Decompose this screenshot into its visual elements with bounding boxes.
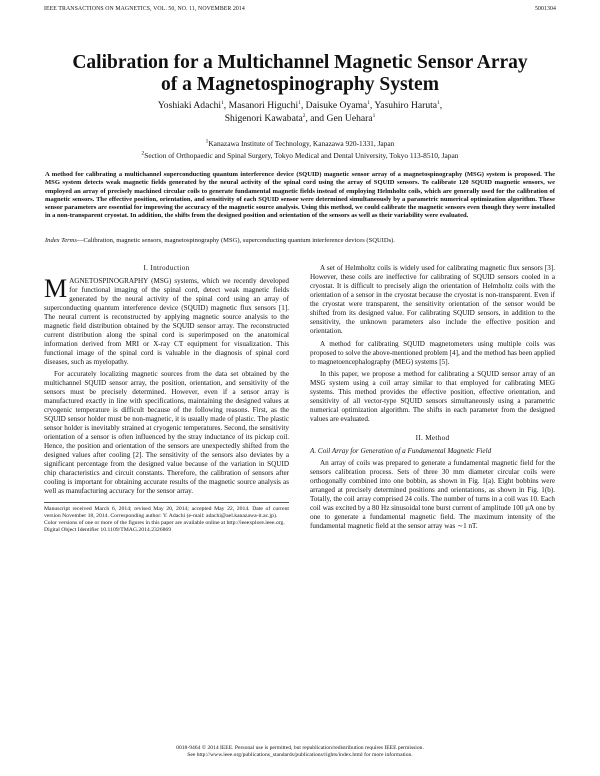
author-name: Gen Uehara (326, 112, 373, 124)
author-name: Masanori Higuchi (228, 100, 299, 111)
author-list: Yoshiaki Adachi$^1$, Masanori Higuchi$^1$, Daisuke Oyama$^1$, Yasuhiro Haruta$^1$, Shigenori Kawabata$^2$, and Gen Uehara$^1$ (157, 99, 443, 124)
author-affiliation-mark: 1 (298, 99, 301, 106)
author-affiliation-mark: 1 (372, 112, 376, 119)
affiliation-1: $^1$Kanazawa Institute of Technology, Kanazawa 920-1331, Japan (205, 138, 395, 148)
author-affiliation-mark: 1 (367, 99, 370, 106)
author-affiliation-mark: 2 (302, 112, 306, 119)
title-line-1: Calibration for a Multichannel Magnetic Sensor Array (72, 52, 528, 73)
index-terms: Index Terms—Calibration, magnetic sensors, magnetospinography (MSG), superconducting quantum interference devices (SQUIDs). (45, 237, 395, 244)
author-name: Yasuhiro Haruta (374, 100, 438, 111)
author-affiliation-mark: 1 (221, 99, 224, 106)
journal-name: IEEE TRANSACTIONS ON MAGNETICS, VOL. 50, NO. 11, NOVEMBER 2014 (44, 6, 245, 12)
author-name: Shigenori Kawabata (224, 112, 303, 124)
method-paragraph-1: An array of coils was prepared to generate a fundamental magnetic field for the sensors calibration process. Sets of three 30 mm diameter circular coils were orthogonally combined into one bobbin, as shown in Fig. 1(a). Eight bobbins were arranged at precisely determined positions and orientations, as shown in Fig. 1(b). Totally, the coil array comprised 24 coils. The number of turns in a coil was 10. Each coil was excited by a 80 Hz sinusoidal tone burst current of amplitude 100 μA one by one to generate a fundamental magnetic field. The maximum intensity of the fundamental magnetic field at the sensor array was ∼1 nT. (310, 459, 555, 530)
intro-paragraph-1: MAGNETOSPINOGRAPHY (MSG) systems, which we recently developed for functional imaging of the spinal cord, detect weak magnetic fields generated by the neural activity of the spinal cord using an array of superconducting quantum interference device (SQUID) magnetic flux sensors [1]. The neural current is reconstructed by applying magnetic source analysis to the magnetic field distribution obtained by the SQUID sensor array. The reconstructed current distribution along the spinal cord is superimposed on the anatomical information derived from MRI or X-ray CT equipment for visualization. This functional image of the spinal cord is valuable in the diagnosis of spinal cord diseases, such as myelopathy. (44, 273, 289, 366)
footnote-manuscript: Manuscript received March 6, 2014; revised May 20, 2014; accepted May 22, 2014. Date of current version November 18, 2014. Corresponding author: Y. Adachi (e-mail: adachi@ael.kanazawa-it.ac.jp). (44, 505, 289, 519)
footnote-doi: Digital Object Identifier 10.1109/TMAG.2014.2326869 (44, 526, 172, 533)
abstract: A method for calibrating a multichannel superconducting quantum interference device (SQUID) magnetic sensor array of a magnetospinography (MSG) system is proposed. The MSG system detects weak magnetic fields generated by the neural activity of the spinal cord using the array of SQUID sensors. To calibrate 120 SQUID magnetic sensors, we employed an array of precisely machined circular coils to generate fundamental magnetic fields instead of employing Helmholtz coils, which are generally used for the calibration of magnetic sensors. The effective position, orientation, and sensitivity of each SQUID sensor were determined simultaneously by a parametric numerical optimization algorithm. These sensor parameters are essential for improving the accuracy of the magnetic source analysis. Using this method, we could calibrate the magnetic sensors even though they were installed in a non-transparent cryostat. In addition, the shifts from the designed position and orientation of the sensors as well as their variability were evaluated. (45, 171, 555, 220)
title-line-2: of a Magnetospinography System (161, 74, 439, 95)
paper-title (40, 52, 560, 96)
intro-paragraph-3: A set of Helmholtz coils is widely used for calibrating magnetic flux sensors [3]. However, these coils are ineffective for calibrating of SQUID sensors cooled in a cryostat. It is difficult to precisely align the orientation of Helmholtz coils with the orientation of a sensor in the cryostat because the cryostat is non-transparent. Even if the cryostat were transparent, the sensitivity orientation of the sensor would be shifted from its designed value. For calibrating SQUID sensors, in addition to the sensitivity, the unknown parameters also include the effective position and orientation. (310, 264, 555, 335)
drop-cap: M (44, 273, 68, 303)
author-name: Yoshiaki Adachi (157, 100, 222, 111)
author-affiliation-mark: 1 (437, 99, 440, 106)
subsection-heading-coil-array: A. Coil Array for Generation of a Fundamental Magnetic Field (310, 447, 492, 456)
page-footer (40, 745, 560, 759)
index-terms-text: Calibration, magnetic sensors, magnetospinography (MSG), superconducting quantum interference devices (SQUIDs). (83, 237, 395, 244)
intro-paragraph-4: A method for calibrating SQUID magnetometers using multiple coils was proposed to solve the above-mentioned problem [4], and the method has been applied to magnetoencephalography (MEG) systems [5]. (310, 339, 555, 366)
section-heading-introduction: I. Introduction (143, 264, 190, 272)
index-terms-label: Index Terms (45, 237, 77, 244)
author-name: Daisuke Oyama (305, 100, 368, 111)
rights-link-line: See http://www.ieee.org/publications_standards/publications/rights/index.html for more information. (187, 752, 413, 758)
running-header (44, 6, 556, 12)
affiliations (40, 138, 560, 161)
section-heading-method: II. Method (415, 434, 450, 443)
intro-paragraph-2: For accurately localizing magnetic sources from the data set obtained by the multichannel SQUID sensor array, the position, orientation, and sensitivity of the sensors must be precisely determined. However, even if a sensor array is manufactured exactly in line with specifications, maintaining the designed values at cryogenic temperature is difficult because of the following reasons. First, as the SQUID sensor holder must be non-magnetic, it is usually made of plastic. The plastic sensor holder is inevitably strained at cryogenic temperatures. Second, the sensitivity orientation of a sensor is often influenced by the stray inductance of its pickup coil. Hence, the position and orientation of the sensors are unexpectedly shifted from the designed values after cooling [2]. The sensitivity of the sensors also deviates by a significant percentage from the designed value because of the variation in SQUID chip characteristics and circuit constants. Therefore, the calibration of sensors after cooling is important for obtaining accurate results of the magnetic source analysis as well as manufacturing accuracy for the sensor array. (44, 370, 289, 495)
left-column (44, 264, 289, 534)
footnote-color: Color versions of one or more of the figures in this paper are available online at http://ieeexplore.ieee.org. (44, 519, 285, 526)
footnotes (44, 502, 289, 534)
article-number: 5001304 (535, 6, 556, 12)
copyright-line: 0018-9464 © 2014 IEEE. Personal use is permitted, but republication/redistribution requires IEEE permission. (176, 745, 424, 751)
right-column (310, 264, 555, 535)
intro-paragraph-5: In this paper, we propose a method for calibrating a SQUID sensor array of an MSG system using a coil array similar to that employed for calibrating MEG systems. This method provides the effective position, effective orientation, and sensitivity of all vector-type SQUID sensors simultaneously using a parametric numerical optimization algorithm. The shifts in each parameter from the designed values are evaluated. (310, 370, 555, 424)
affiliation-2: $^2$Section of Orthopaedic and Spinal Surgery, Tokyo Medical and Dental University, Tokyo 113-8510, Japan (141, 150, 459, 160)
